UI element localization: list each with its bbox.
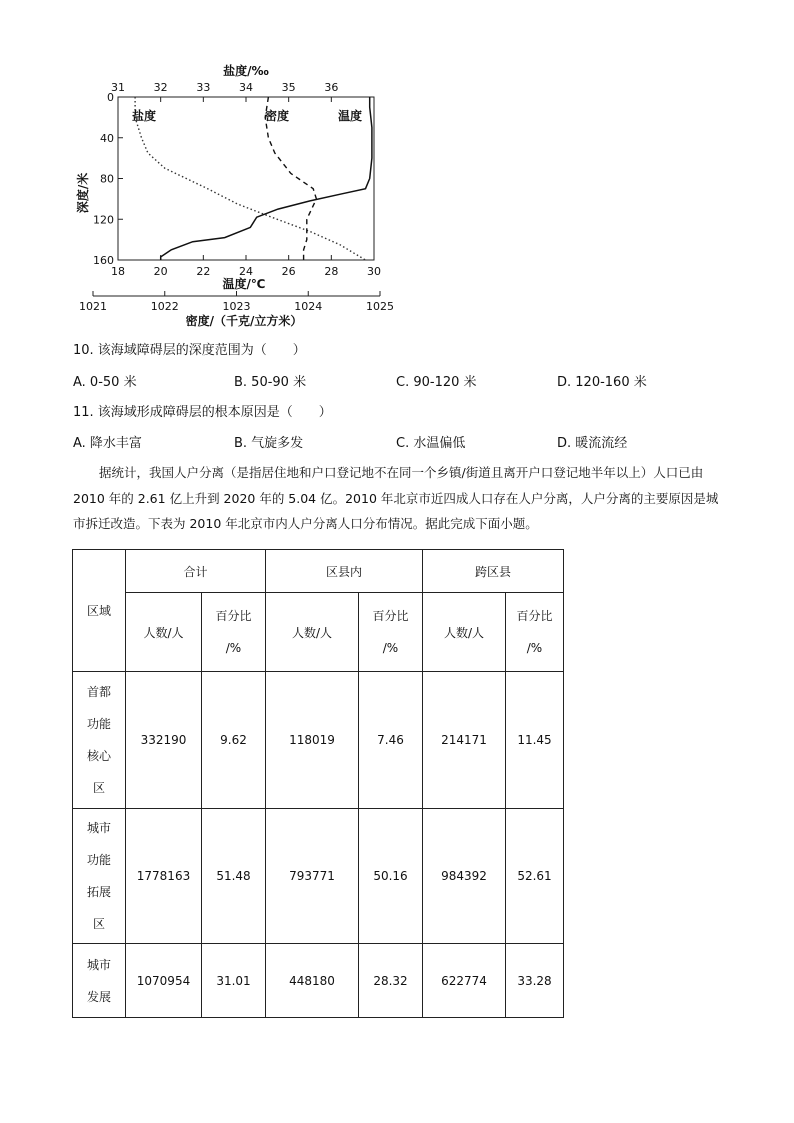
value-cell: 1070954: [126, 944, 202, 1018]
q10-option-a: A. 0-50 米: [73, 375, 137, 390]
bottom-tick-label: 26: [281, 265, 296, 278]
region-line: 区: [92, 781, 105, 795]
value-cell: 50.16: [359, 809, 423, 944]
group-header-total: 合计: [126, 550, 266, 593]
series-盐度-line: [135, 97, 365, 260]
salinity-series-label: 盐度: [132, 109, 157, 123]
top-tick-label: 34: [239, 81, 253, 94]
region-line: 核心: [86, 749, 111, 763]
top-tick-label: 33: [196, 81, 211, 94]
value-cell: 214171: [423, 672, 506, 809]
value-cell: 118019: [266, 672, 359, 809]
q11-option-b: B. 气旋多发: [234, 436, 304, 451]
y-tick-label: 40: [100, 131, 114, 145]
plot-frame: [118, 97, 374, 260]
region-cell: [73, 672, 126, 809]
y-axis-title: 深度/米: [76, 172, 90, 214]
density-tick-label: 1024: [294, 300, 323, 313]
count-header: 人数/人: [266, 593, 359, 672]
q10-option-c: C. 90-120 米: [396, 375, 477, 390]
value-cell: 793771: [266, 809, 359, 944]
density-axis-title: 密度/（千克/立方米）: [185, 314, 303, 328]
value-cell: 332190: [126, 672, 202, 809]
table-row: [73, 944, 564, 1018]
y-tick-label: 0: [107, 91, 114, 104]
count-header: 人数/人: [423, 593, 506, 672]
question-10-stem: 10. 该海域障碍层的深度范围为（ ）: [73, 343, 306, 358]
bottom-tick-label: 18: [111, 265, 125, 278]
pct-header: 百分比 /%: [359, 593, 423, 672]
value-cell: 984392: [423, 809, 506, 944]
value-cell: 52.61: [506, 809, 564, 944]
bottom-tick-label: 28: [324, 265, 339, 278]
value-cell: 1778163: [126, 809, 202, 944]
group-header-intra: 区县内: [266, 550, 423, 593]
population-table: [72, 549, 564, 1018]
region-line: 首都: [86, 685, 111, 699]
density-tick-label: 1023: [222, 300, 251, 313]
value-cell: 448180: [266, 944, 359, 1018]
region-cell: 城市 功能 拓展 区: [73, 809, 126, 944]
bottom-axis-title: 温度/℃: [222, 277, 266, 291]
top-tick-label: 36: [324, 81, 339, 94]
passage: [73, 460, 725, 537]
density-tick-label: 1021: [79, 300, 107, 313]
top-tick-label: 32: [153, 81, 168, 94]
bottom-tick-label: 24: [239, 265, 253, 278]
passage-text: 据统计，我国人户分离（是指居住地和户口登记地不在同一个乡镇/街道且离开户口登记地半年以上）人口已由 2010 年的 2.61 亿上升到 2020 年的 5.04 亿。2010 年北京市近四成人口存在人户分离，人户分离的主要原因是城市拆迁改造。下表为 2010 年北京市内人户分离人口分布情况。据此完成下面小题。: [73, 465, 719, 531]
table-row: [73, 672, 564, 809]
value-cell: 9.62: [202, 672, 266, 809]
value-cell: 7.46: [359, 672, 423, 809]
table-row: [73, 809, 564, 944]
value-cell: 28.32: [359, 944, 423, 1018]
top-tick-label: 35: [281, 81, 296, 94]
question-11-stem: 11. 该海域形成障碍层的根本原因是（ ）: [73, 405, 332, 420]
temperature-series-label: 温度: [338, 109, 363, 123]
density-tick-label: 1025: [366, 300, 394, 313]
density-tick-label: 1022: [150, 300, 179, 313]
bottom-tick-label: 30: [367, 265, 381, 278]
top-tick-label: 31: [111, 81, 125, 94]
value-cell: 51.48: [202, 809, 266, 944]
count-header: 人数/人: [126, 593, 202, 672]
value-cell: 622774: [423, 944, 506, 1018]
q10-option-b: B. 50-90 米: [234, 375, 307, 390]
bottom-tick-label: 22: [196, 265, 211, 278]
q10-option-d: D. 120-160 米: [557, 375, 647, 390]
value-cell: 31.01: [202, 944, 266, 1018]
pct-header: 百分比 /%: [506, 593, 564, 672]
density-series-label: 密度: [265, 109, 290, 123]
q11-option-c: C. 水温偏低: [396, 436, 466, 451]
bottom-tick-label: 20: [153, 265, 168, 278]
y-tick-label: 120: [93, 213, 114, 227]
q11-option-a: A. 降水丰富: [73, 436, 142, 451]
ocean-profile-chart: [70, 58, 400, 328]
group-header-cross: 跨区县: [423, 550, 564, 593]
region-cell: 城市 发展: [73, 944, 126, 1018]
value-cell: 33.28: [506, 944, 564, 1018]
q11-option-d: D. 暖流流经: [557, 436, 628, 451]
value-cell: 11.45: [506, 672, 564, 809]
pct-header: 百分比 /%: [202, 593, 266, 672]
y-tick-label: 80: [100, 172, 114, 186]
y-tick-label: 160: [93, 254, 114, 267]
region-header: 区域: [73, 550, 126, 672]
top-axis-title: 盐度/‰: [223, 64, 269, 78]
region-line: 功能: [86, 717, 111, 731]
